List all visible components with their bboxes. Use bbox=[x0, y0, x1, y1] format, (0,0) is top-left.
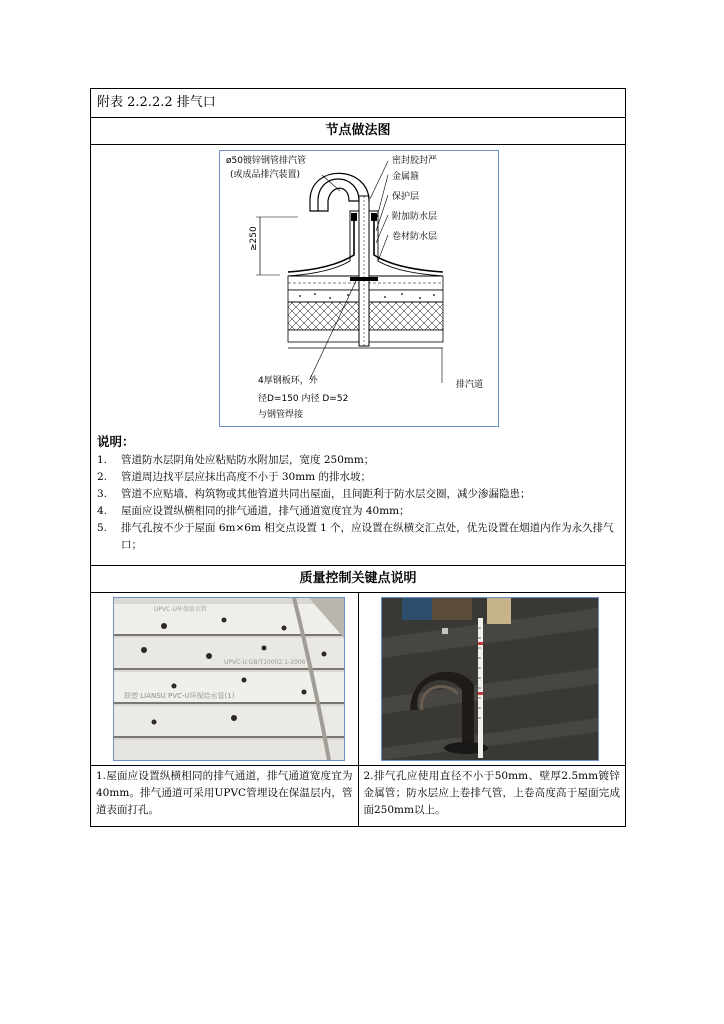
note-item: 1. 管道防水层阴角处应粘贴防水附加层，宽度 250mm； bbox=[97, 454, 375, 466]
label-sealant: 密封胶封严 bbox=[392, 156, 438, 166]
svg-text:UPVC-U环保给水管: UPVC-U环保给水管 bbox=[154, 606, 207, 613]
steel-ring bbox=[350, 277, 378, 281]
label-protect: 保护层 bbox=[392, 192, 420, 202]
right-caption: 2.排气孔应使用直径不小于50mm、壁厚2.5mm镀锌金属管；防水层应上卷排气管，上卷高度高于屋面完成面250mm以上。 bbox=[358, 766, 626, 827]
quality-heading: 质量控制关键点说明 bbox=[91, 566, 626, 593]
detail-diagram-svg bbox=[220, 151, 498, 426]
upvc-pipes-photo bbox=[113, 597, 345, 761]
label-extra-waterproof: 附加防水层 bbox=[392, 212, 438, 222]
note-item: 5. 排气孔按不少于屋面 6m×6m 相交点设置 1 个，应设置在纵横交汇点处，优先设置在烟道内作为永久排气口； bbox=[97, 522, 614, 551]
left-photo-cell bbox=[91, 593, 359, 766]
notes-block bbox=[97, 432, 621, 554]
detail-heading: 节点做法图 bbox=[91, 118, 626, 145]
label-pipe: ø50镀锌钢管排汽管 bbox=[226, 156, 306, 166]
detail-table bbox=[90, 88, 626, 827]
vent-pipe-photo bbox=[381, 597, 599, 761]
note-item: 3. 管道不应贴墙、构筑物或其他管道共同出屋面，且间距利于防水层交圈，减少渗漏隐患； bbox=[97, 488, 531, 500]
page-title: 附表 2.2.2.2 排气口 bbox=[91, 89, 626, 118]
detail-diagram bbox=[219, 150, 499, 427]
label-ring-2: 径D=150 内径 D=52 bbox=[258, 394, 349, 404]
vent-pipe bbox=[359, 196, 369, 346]
label-ring-1: 4厚钢板环，外 bbox=[258, 376, 318, 386]
label-ring-3: 与钢管焊接 bbox=[258, 410, 304, 420]
pipe-bend bbox=[318, 179, 359, 211]
note-item: 4. 屋面应设置纵横相同的排气通道，排气通道宽度宜为 40mm； bbox=[97, 505, 410, 517]
note-item: 2. 管道周边找平层应抹出高度不小于 30mm 的排水坡； bbox=[97, 471, 371, 483]
label-channel: 排汽道 bbox=[456, 380, 484, 390]
svg-text:UPVC-U GB/T10002.1-2006: UPVC-U GB/T10002.1-2006 bbox=[224, 659, 306, 666]
label-pipe-alt: (或成品排汽装置) bbox=[230, 170, 301, 180]
metal-hoop bbox=[351, 213, 357, 221]
diagram-cell bbox=[91, 145, 626, 566]
label-membrane: 卷材防水层 bbox=[392, 232, 438, 242]
height-dimension: ≥250 bbox=[249, 226, 259, 251]
document-sheet bbox=[90, 88, 626, 827]
notes-heading: 说明： bbox=[97, 434, 135, 449]
right-photo-cell bbox=[358, 593, 626, 766]
left-caption: 1.屋面应设置纵横相同的排气通道，排气通道宽度宜为40mm。排气通道可采用UPVC管埋设在保温层内，管道表面打孔。 bbox=[91, 766, 359, 827]
svg-text:联塑 LIANSU PVC-U环保给水管(1): 联塑 LIANSU PVC-U环保给水管(1) bbox=[124, 692, 235, 700]
label-metal-hoop: 金属箍 bbox=[392, 172, 420, 182]
